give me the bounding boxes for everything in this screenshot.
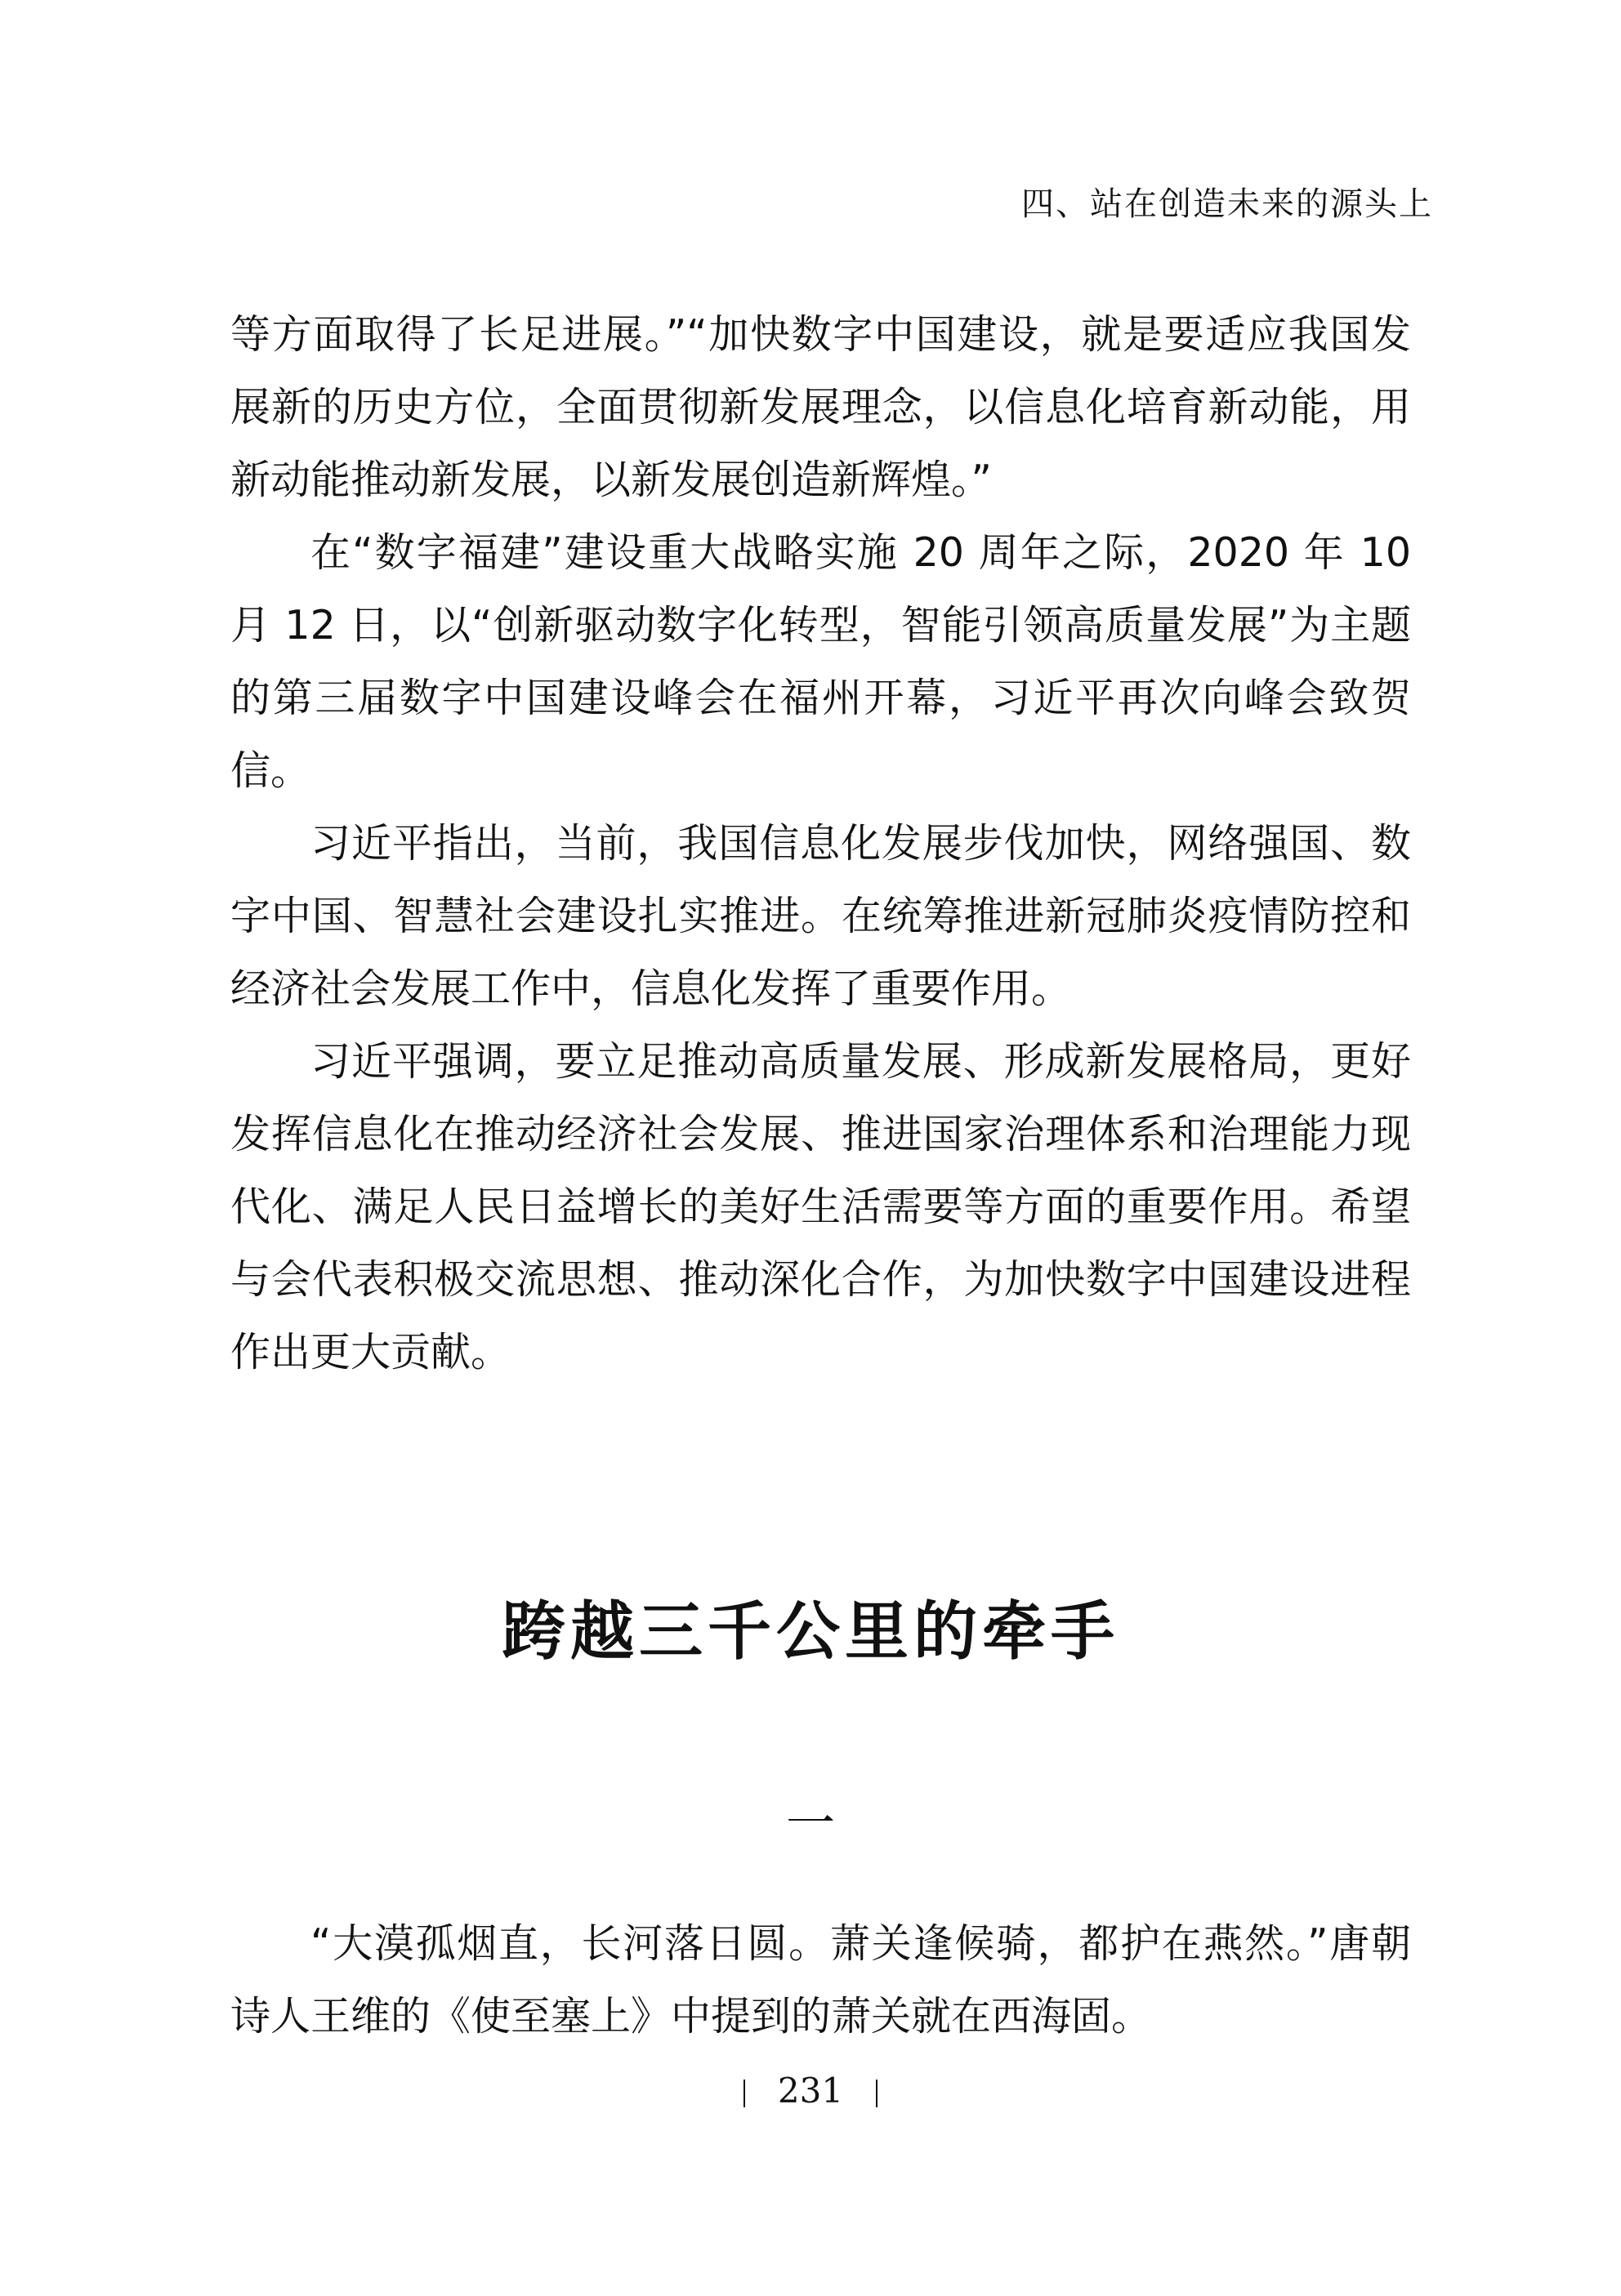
paragraph: “大漠孤烟直，长河落日圆。萧关逢候骑，都护在燕然。”唐朝诗人王维的《使至塞上》中提到的萧关就在西海固。 <box>230 1920 1411 2040</box>
folio-left-rule <box>744 2080 745 2107</box>
paragraph: 在“数字福建”建设重大战略实施 20 周年之际，2020 年 10 月 12 日，以“创新驱动数字化转型，智能引领高质量发展”为主题的第三届数字中国建设峰会在福州开幕，习近平再次向峰会致贺信。 <box>230 529 1411 794</box>
folio-right-rule <box>876 2080 877 2107</box>
section-number: 一 <box>786 1795 835 1852</box>
body-text-bottom <box>230 1907 1411 2053</box>
paragraph: 习近平强调，要立足推动高质量发展、形成新发展格局，更好发挥信息化在推动经济社会发展、推进国家治理体系和治理能力现代化、满足人民日益增长的美好生活需要等方面的重要作用。希望与会代表积极交流思想、推动深化合作，为加快数字中国建设进程作出更大贡献。 <box>230 1038 1411 1375</box>
paragraph: 习近平指出，当前，我国信息化发展步伐加快，网络强国、数字中国、智慧社会建设扎实推进。在统筹推进新冠肺炎疫情防控和经济社会发展工作中，信息化发挥了重要作用。 <box>230 820 1411 1012</box>
page-number: 231 <box>777 2071 844 2111</box>
paragraph: 等方面取得了长足进展。”“加快数字中国建设，就是要适应我国发展新的历史方位，全面贯彻新发展理念，以信息化培育新动能，用新动能推动新发展，以新发展创造新辉煌。” <box>230 311 1411 503</box>
body-text-top <box>230 298 1411 1389</box>
running-header: 四、站在创造未来的源头上 <box>1021 185 1433 223</box>
section-title: 跨越三千公里的牵手 <box>501 1594 1119 1669</box>
page-footer <box>0 2071 1621 2111</box>
